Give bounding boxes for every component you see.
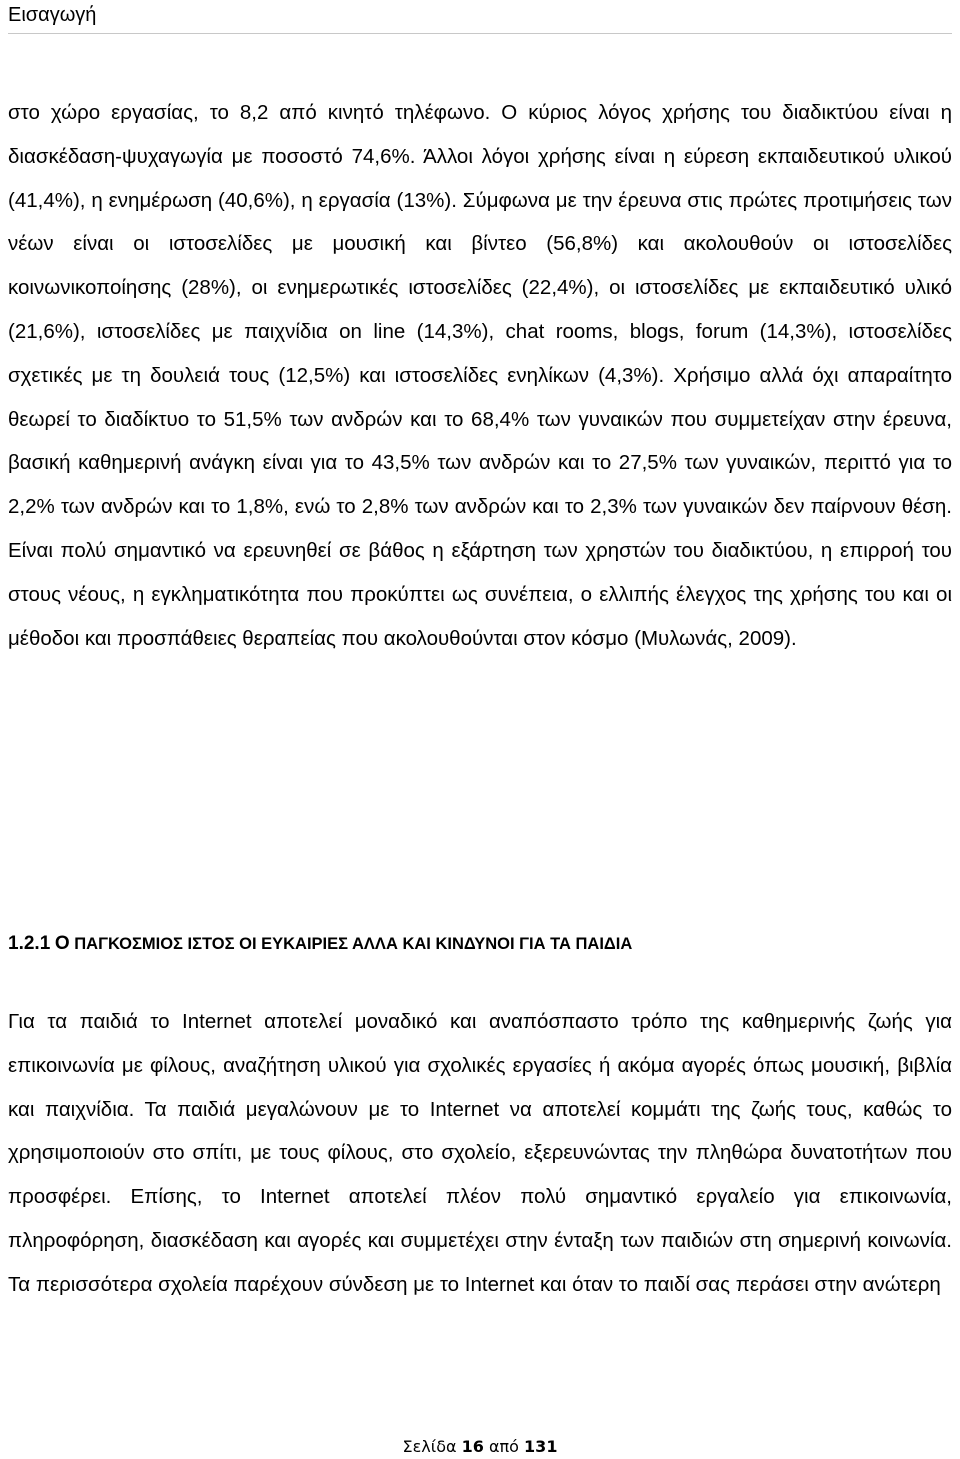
total-pages: 131 (524, 1437, 558, 1456)
page-footer (0, 1436, 960, 1458)
of-label: από (488, 1437, 519, 1456)
section-title-initial: Ο (54, 933, 70, 954)
header-divider (8, 33, 952, 34)
body-paragraph: στο χώρο εργασίας, το 8,2 από κινητό τηλέφωνο. Ο κύριος λόγος χρήσης του διαδικτύου είναι η διασκέδαση-ψυχαγωγία με ποσοστό 74,6%. Άλλοι λόγοι χρήσης είναι η εύρεση εκπαιδευτικού υλικού (41,4%), η ενημέρωση (40,6%), η εργασία (13%). Σύμφωνα με την έρευνα στις πρώτες προτιμήσεις των νέων είναι οι ιστοσελίδες με μουσική και βίντεο (56,8%) και ακολουθούν οι ιστοσελίδες κοινωνικοποίησης (28%), οι ενημερωτικές ιστοσελίδες (22,4%), οι ιστοσελίδες με εκπαιδευτικό υλικό (21,6%), ιστοσελίδες με παιχνίδια on line (14,3%), chat rooms, blogs, forum (14,3%), ιστοσελίδες σχετικές με τη δουλειά τους (12,5%) και ιστοσελίδες ενηλίκων (4,3%). Χρήσιμο αλλά όχι απαραίτητο θεωρεί το διαδίκτυο το 51,5% των ανδρών και το 68,4% των γυναικών που συμμετείχαν στην έρευνα, βασική καθημερινή ανάγκη είναι για το 43,5% των ανδρών και το 27,5% των γυναικών, περιττό για το 2,2% των ανδρών και το 1,8%, ενώ το 2,8% των ανδρών και το 2,3% των γυναικών δεν παίρνουν θέση. Είναι πολύ σημαντικό να ερευνηθεί σε βάθος η εξάρτηση των χρηστών του διαδικτύου, η επιρροή του στους νέους, η εγκληματικότητα που προκύπτει ως συνέπεια, ο ελλιπής έλεγχος της χρήσης του και οι μέθοδοι και προσπάθειες θεραπείας που ακολουθούνται στον κόσμο (Μυλωνάς, 2009). (8, 101, 952, 650)
page-number: 16 (461, 1437, 484, 1456)
running-header-title: Εισαγωγή (8, 4, 97, 26)
section-heading (8, 929, 952, 959)
section-number: 1.2.1 (8, 933, 51, 954)
page-label: Σελίδα (402, 1437, 457, 1456)
body-paragraph: Για τα παιδιά το Internet αποτελεί μοναδικό και αναπόσπαστο τρόπο της καθημερινής ζωής για επικοινωνία με φίλους, αναζήτηση υλικού για σχολικές εργασίες ή ακόμα αγορές όπως μουσική, βιβλία και παιχνίδια. Τα παιδιά μεγαλώνουν με το Internet να αποτελεί κομμάτι της ζωής τους, καθώς το χρησιμοποιούν στο σπίτι, με τους φίλους, στο σχολείο, εξερευνώντας την πληθώρα δυνατοτήτων που προσφέρει. Επίσης, το Internet αποτελεί πλέον πολύ σημαντικό εργαλείο για επικοινωνία, πληροφόρηση, διασκέδαση και αγορές και συμμετέχει στην ένταξη των παιδιών στη σημερινή κοινωνία. Τα περισσότερα σχολεία παρέχουν σύνδεση με το Internet και όταν το παιδί σας περάσει στην ανώτερη (8, 1010, 952, 1296)
section-title: ΠΑΓΚΟΣΜΙΟΣ ΙΣΤΟΣ ΟΙ ΕΥΚΑΙΡΙΕΣ ΑΛΛΑ ΚΑΙ ΚΙΝΔΥΝΟΙ ΓΙΑ ΤΑ ΠΑΙΔΙΑ (74, 935, 633, 953)
